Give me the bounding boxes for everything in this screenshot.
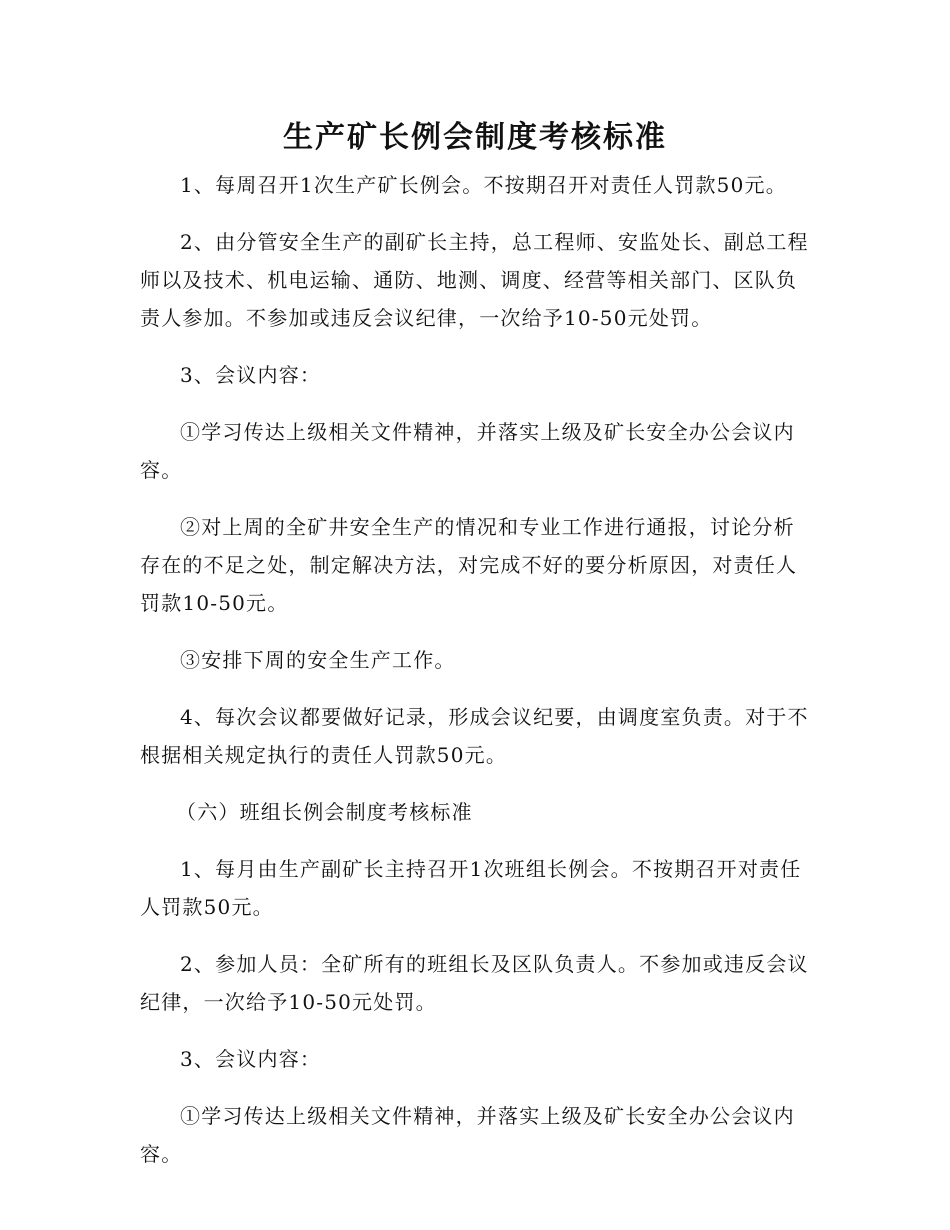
paragraph-item-1: ①学习传达上级相关文件精神，并落实上级及矿长安全办公会议内容。 [140, 420, 795, 482]
paragraph-rule-1: 1、每周召开1次生产矿长例会。不按期召开对责任人罚款50元。 [180, 173, 787, 197]
paragraph-rule-4: 4、每次会议都要做好记录，形成会议纪要，由调度室负责。对于不根据相关规定执行的责任人罚款50元。 [140, 705, 809, 767]
paragraph-team-rule-3: 3、会议内容： [180, 1047, 322, 1071]
document-title: 生产矿长例会制度考核标准 [283, 120, 667, 155]
document-body [140, 166, 810, 1192]
paragraph-team-rule-1: 1、每月由生产副矿长主持召开1次班组长例会。不按期召开对责任人罚款50元。 [140, 857, 802, 919]
paragraph-item-3: ③安排下周的安全生产工作。 [180, 648, 456, 672]
paragraph-rule-2: 2、由分管安全生产的副矿长主持，总工程师、安监处长、副总工程师以及技术、机电运输、通防、地测、调度、经营等相关部门、区队负责人参加。不参加或违反会议纪律，一次给予10-50元处罚。 [140, 230, 809, 330]
paragraph-team-item-1: ①学习传达上级相关文件精神，并落实上级及矿长安全办公会议内容。 [140, 1104, 795, 1166]
section-heading: （六）班组长例会制度考核标准 [176, 800, 473, 824]
paragraph-item-2: ②对上周的全矿井安全生产的情况和专业工作进行通报，讨论分析存在的不足之处，制定解决方法，对完成不好的要分析原因，对责任人罚款10-50元。 [140, 515, 798, 615]
paragraph-team-rule-2: 2、参加人员：全矿所有的班组长及区队负责人。不参加或违反会议纪律，一次给予10-50元处罚。 [140, 952, 809, 1014]
paragraph-rule-3: 3、会议内容： [180, 363, 322, 387]
